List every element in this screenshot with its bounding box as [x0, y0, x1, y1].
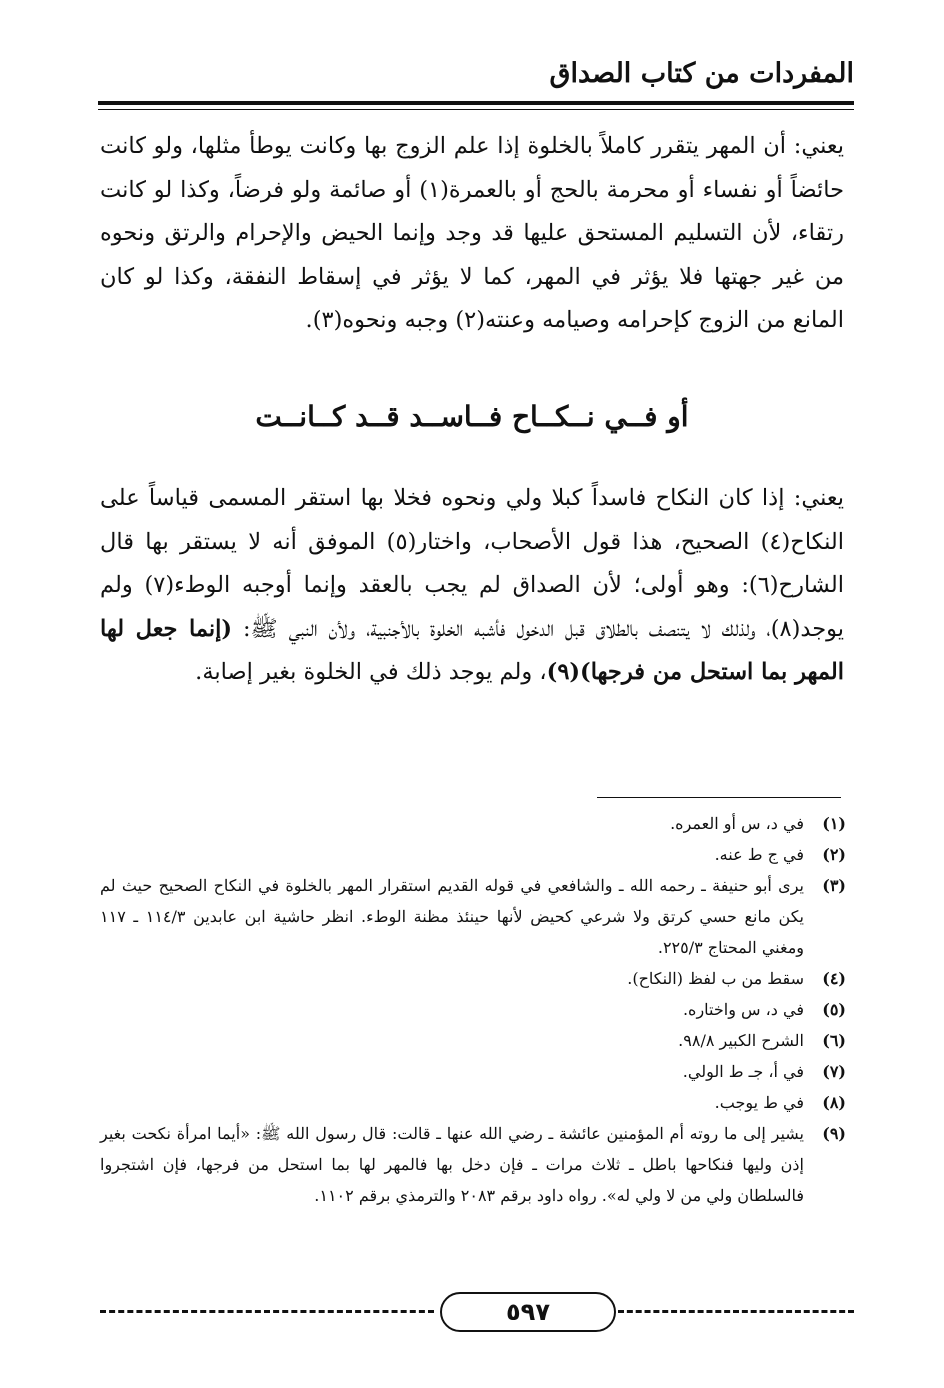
paragraph-2-text-b: ، ولم يوجد ذلك في الخلوة بغير إصابة.: [195, 659, 547, 685]
footnote-number: (٧): [822, 1062, 846, 1081]
footnotes: [100, 808, 846, 1211]
page-footer: [100, 1292, 854, 1332]
footnote-number: (٥): [822, 1000, 846, 1019]
running-title: المفردات من كتاب الصداق: [549, 58, 854, 89]
footnote-number: (١): [822, 814, 846, 833]
footnote-number: (٣): [822, 876, 846, 895]
footnote-text: في ج ط عنه.: [714, 845, 804, 864]
footnote-text: يرى أبو حنيفة ـ رحمه الله ـ والشافعي في قوله القديم استقرار المهر بالخلوة في النكاح الصحيح حيث لم يكن مانع حسي كرتق ولا شرعي كحيض لأنها حينئذ مظنة الوطء. انظر حاشية ابن عابدين ١١٤/٣ ـ ١١٧ ومغني المحتاج ٢٢٥/٣.: [100, 876, 805, 957]
footnote-number: (٦): [822, 1031, 846, 1050]
section-heading: أو فــي نــكــاح فــاســد قــد كــانــت: [255, 400, 689, 433]
footnote-text: في ط يوجب.: [714, 1093, 804, 1112]
footnote: [100, 1056, 846, 1087]
footnote-text: سقط من ب لفظ (النكاح).: [627, 969, 804, 988]
page-number: ٥٩٧: [440, 1292, 616, 1332]
footnote: [100, 963, 846, 994]
footnote: [100, 1025, 846, 1056]
header-rule-thick: [98, 101, 854, 105]
footnote-number: (٢): [822, 845, 846, 864]
footnote-text: يشير إلى ما روته أم المؤمنين عائشة ـ رضي الله عنها ـ قالت: قال رسول الله ﷺ: «أيما امرأة نكحت بغير إذن وليها فنكاحها باطل ـ ثلاث مرات ـ فإن دخل بها فالمهر لها بما استحل من فرجها، فإن اشتجروا فالسلطان ولي من لا ولي له». رواه داود برقم ٢٠٨٣ والترمذي برقم ١١٠٢.: [100, 1124, 805, 1205]
footnote: [100, 839, 846, 870]
paragraph-2-text-a: يعني: إذا كان النكاح فاسداً كبلا ولي ونحوه فخلا بها استقر المسمى قياساً على النكاح(٤) الصحيح، هذا قول الأصحاب، واختار(٥) الموفق أنه لا يستقر بها قال الشارح(٦): وهو أولى؛ لأن الصداق لم يجب بالعقد وإنما أوجبه الوطء(٧) ولم يوجد(٨)، ولذلك لا يتنصف بالطلاق قبل الدخول فأشبه الخلوة بالأجنبية، ولأن النبي ﷺ:: [100, 485, 844, 642]
footnote-number: (٤): [822, 969, 846, 988]
footnote: [100, 808, 846, 839]
footnote: [100, 1118, 846, 1211]
footnote-text: الشرح الكبير ٩٨/٨.: [678, 1031, 804, 1050]
footer-dashed-rule-right: [618, 1310, 854, 1313]
footnote-text: في د، س أو العمره.: [670, 814, 804, 833]
footnote: [100, 1087, 846, 1118]
hadith-quote: (إنما جعل لها المهر بما استحل من فرجها)(٩): [100, 615, 844, 685]
footnote-number: (٨): [822, 1093, 846, 1112]
footnote-text: في د، س واختاره.: [682, 1000, 804, 1019]
footnote-number: (٩): [822, 1124, 846, 1143]
footnote-text: في أ، جـ ط الولي.: [682, 1062, 804, 1081]
footnote-separator: [597, 797, 841, 798]
footer-dashed-rule-left: [100, 1310, 434, 1313]
paragraph-2: [100, 477, 844, 695]
paragraph-1: يعني: أن المهر يتقرر كاملاً بالخلوة إذا علم الزوج بها وكانت يوطأ مثلها، ولو كانت حائضاً أو نفساء أو محرمة بالحج أو بالعمرة(١) أو صائمة ولو فرضاً، وكذا لو كانت رتقاء، لأن التسليم المستحق عليها قد وجد وإنما الحيض والإحرام والرتق ونحوه من غير جهتها فلا يؤثر في المهر، كما لا يؤثر في إسقاط النفقة، وكذا لو كان المانع من الزوج كإحرامه وصيامه وعنته(٢) وجبه ونحوه(٣).: [100, 133, 844, 333]
header-rule-thin: [98, 109, 854, 110]
footnote: [100, 870, 846, 963]
footnote: [100, 994, 846, 1025]
